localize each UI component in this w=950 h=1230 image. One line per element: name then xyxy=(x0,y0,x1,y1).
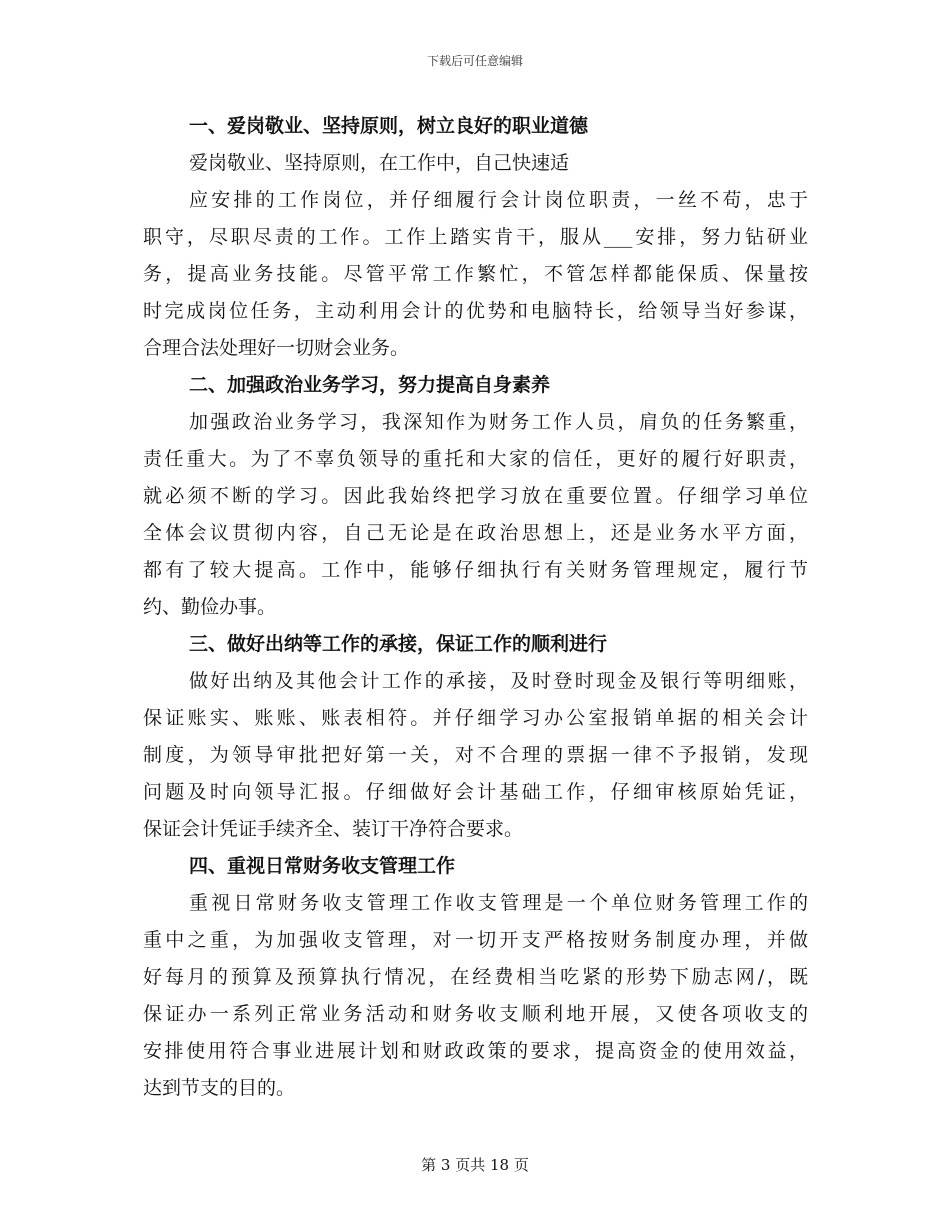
paragraph-line: 达到节支的目的。 xyxy=(143,1077,296,1099)
document-body xyxy=(143,108,808,1107)
paragraph xyxy=(143,885,808,1107)
paragraph-line: 重视日常财务收支管理工作收支管理是一个单位财务管理工作的 xyxy=(189,892,808,914)
paragraph-line: 应安排的工作岗位，并仔细履行会计岗位职责，一丝不苟，忠于 xyxy=(189,189,808,211)
paragraph-line: 保证账实、账账、账表相符。并仔细学习办公室报销单据的相关会计 xyxy=(143,707,808,729)
paragraph-line: 重中之重，为加强收支管理，对一切开支严格按财务制度办理，并做 xyxy=(143,929,808,951)
section xyxy=(143,848,808,1107)
paragraph-line: 问题及时向领导汇报。仔细做好会计基础工作，仔细审核原始凭证， xyxy=(143,781,808,803)
section-heading: 一、爱岗敬业、坚持原则，树立良好的职业道德 xyxy=(189,115,589,137)
paragraph-line: 好每月的预算及预算执行情况，在经费相当吃紧的形势下励志网/，既 xyxy=(143,966,808,988)
paragraph-line: 都有了较大提高。工作中，能够仔细执行有关财务管理规定，履行节 xyxy=(143,559,808,581)
section-heading: 四、重视日常财务收支管理工作 xyxy=(189,855,456,877)
paragraph-line: 安排使用符合事业进展计划和财政政策的要求，提高资金的使用效益， xyxy=(143,1040,808,1062)
section xyxy=(143,108,808,367)
paragraph xyxy=(143,145,808,367)
page-header: 下载后可任意编辑 xyxy=(426,54,523,68)
paragraph-line: 制度，为领导审批把好第一关，对不合理的票据一律不予报销，发现 xyxy=(143,744,808,766)
paragraph-line: 全体会议贯彻内容，自己无论是在政治思想上，还是业务水平方面， xyxy=(143,522,808,544)
paragraph-line: 就必须不断的学习。因此我始终把学习放在重要位置。仔细学习单位 xyxy=(143,485,808,507)
paragraph-line: 加强政治业务学习，我深知作为财务工作人员，肩负的任务繁重， xyxy=(189,411,808,433)
paragraph-line: 务，提高业务技能。尽管平常工作繁忙，不管怎样都能保质、保量按 xyxy=(143,263,808,285)
section xyxy=(143,626,808,848)
paragraph-line: 爱岗敬业、坚持原则，在工作中，自己快速适 xyxy=(189,152,570,174)
section-heading: 二、加强政治业务学习，努力提高自身素养 xyxy=(189,374,551,396)
section xyxy=(143,367,808,626)
paragraph-line: 约、勤俭办事。 xyxy=(143,596,277,618)
paragraph-line: 做好出纳及其他会计工作的承接，及时登时现金及银行等明细账， xyxy=(189,670,808,692)
paragraph-line: 时完成岗位任务，主动利用会计的优势和电脑特长，给领导当好参谋， xyxy=(143,300,808,322)
paragraph-line: 合理合法处理好一切财会业务。 xyxy=(143,337,410,359)
paragraph-line: 责任重大。为了不辜负领导的重托和大家的信任，更好的履行好职责， xyxy=(143,448,808,470)
paragraph-line: 保证会计凭证手续齐全、装订干净符合要求。 xyxy=(143,818,524,840)
paragraph xyxy=(143,663,808,848)
paragraph-line: 保证办一系列正常业务活动和财务收支顺利地开展，又使各项收支的 xyxy=(143,1003,808,1025)
page-number: 第 3 页共 18 页 xyxy=(421,1156,529,1174)
paragraph xyxy=(143,404,808,626)
section-heading: 三、做好出纳等工作的承接，保证工作的顺利进行 xyxy=(189,633,608,655)
paragraph-line: 职守，尽职尽责的工作。工作上踏实肯干，服从___安排，努力钻研业 xyxy=(143,226,808,248)
